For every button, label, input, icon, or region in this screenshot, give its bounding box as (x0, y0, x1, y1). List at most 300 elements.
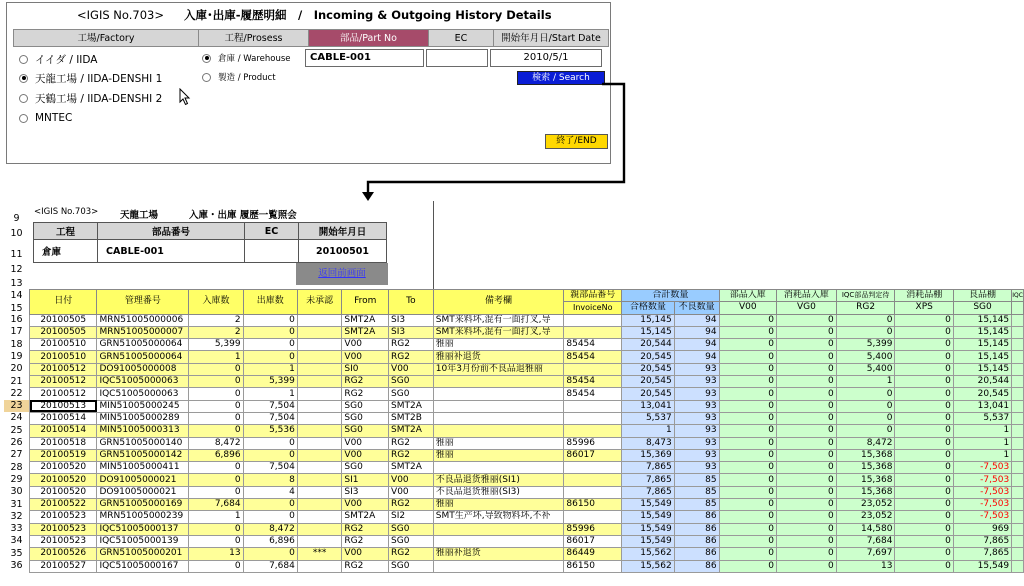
cell-to[interactable]: SG0 (389, 535, 434, 547)
cell-remarks[interactable]: 雅丽 (433, 499, 564, 511)
cell-vg0[interactable]: 0 (777, 437, 837, 449)
ec-input[interactable] (426, 49, 488, 67)
cell-good-qty[interactable]: 20,545 (622, 351, 675, 363)
cell-good-qty[interactable]: 13,041 (622, 400, 675, 412)
cell-date[interactable]: 20100510 (30, 351, 97, 363)
cell-bad-qty[interactable]: 93 (674, 425, 719, 437)
cell-rg2[interactable]: 15,368 (836, 462, 895, 474)
cell-date[interactable]: 20100505 (30, 314, 97, 326)
cell-control-no[interactable]: GRN51005000169 (97, 499, 189, 511)
cell-to[interactable]: RG2 (389, 437, 434, 449)
cell-good-qty[interactable]: 15,549 (622, 511, 675, 523)
cell-good-qty[interactable]: 20,545 (622, 376, 675, 388)
cell-date[interactable]: 20100523 (30, 523, 97, 535)
cell-remarks[interactable]: 不良品退货雅丽(SI3) (433, 486, 564, 498)
cell-good-qty[interactable]: 1 (622, 425, 675, 437)
cell-remarks[interactable]: 雅丽补退货 (433, 548, 564, 560)
cell-from[interactable]: V00 (342, 449, 389, 461)
cell-xps[interactable]: 0 (895, 523, 953, 535)
cell-to[interactable]: SI3 (389, 326, 434, 338)
cell-extra[interactable] (1012, 425, 1024, 437)
cell-rg2[interactable]: 1 (836, 376, 895, 388)
cell-v00[interactable]: 0 (719, 388, 776, 400)
cell-date[interactable]: 20100510 (30, 339, 97, 351)
cell-xps[interactable]: 0 (895, 412, 953, 424)
table-row[interactable] (30, 449, 1024, 461)
cell-extra[interactable] (1012, 363, 1024, 375)
cell-invoice[interactable]: 86150 (564, 499, 622, 511)
factory-radio-mntec[interactable] (19, 110, 72, 126)
cell-in-qty[interactable]: 0 (189, 412, 243, 424)
cell-bad-qty[interactable]: 94 (674, 339, 719, 351)
cell-out-qty[interactable]: 8 (243, 474, 297, 486)
table-row[interactable] (30, 351, 1024, 363)
cell-from[interactable]: RG2 (342, 560, 389, 572)
cell-invoice[interactable] (564, 486, 622, 498)
cell-to[interactable]: RG2 (389, 499, 434, 511)
cell-rg2[interactable]: 0 (836, 425, 895, 437)
factory-radio-iida-denshi-2[interactable] (19, 90, 162, 106)
cell-extra[interactable] (1012, 523, 1024, 535)
cell-out-qty[interactable]: 0 (243, 437, 297, 449)
cell-vg0[interactable]: 0 (777, 511, 837, 523)
cell-bad-qty[interactable]: 85 (674, 499, 719, 511)
cell-good-qty[interactable]: 7,865 (622, 462, 675, 474)
cell-invoice[interactable] (564, 326, 622, 338)
cell-in-qty[interactable]: 0 (189, 462, 243, 474)
cell-v00[interactable]: 0 (719, 412, 776, 424)
cell-bad-qty[interactable]: 94 (674, 326, 719, 338)
cell-good-qty[interactable]: 7,865 (622, 486, 675, 498)
cell-rg2[interactable]: 7,697 (836, 548, 895, 560)
cell-from[interactable]: SI0 (342, 363, 389, 375)
cell-out-qty[interactable]: 7,504 (243, 412, 297, 424)
cell-vg0[interactable]: 0 (777, 400, 837, 412)
cell-to[interactable]: SI3 (389, 314, 434, 326)
table-row[interactable] (30, 474, 1024, 486)
cell-from[interactable]: SI3 (342, 486, 389, 498)
cell-remarks[interactable]: 雅丽 (433, 339, 564, 351)
cell-control-no[interactable]: GRN51005000142 (97, 449, 189, 461)
cell-remarks[interactable] (433, 560, 564, 572)
cell-good-qty[interactable]: 20,545 (622, 388, 675, 400)
cell-date[interactable]: 20100519 (30, 449, 97, 461)
cell-date[interactable]: 20100523 (30, 535, 97, 547)
cell-rg2[interactable]: 23,052 (836, 511, 895, 523)
cell-invoice[interactable]: 85454 (564, 388, 622, 400)
cell-out-qty[interactable]: 1 (243, 388, 297, 400)
cell-unapproved[interactable] (297, 486, 342, 498)
cell-out-qty[interactable]: 0 (243, 314, 297, 326)
cell-v00[interactable]: 0 (719, 400, 776, 412)
cell-vg0[interactable]: 0 (777, 449, 837, 461)
cell-good-qty[interactable]: 15,145 (622, 326, 675, 338)
cell-rg2[interactable]: 14,580 (836, 523, 895, 535)
cell-remarks[interactable]: 雅丽 (433, 449, 564, 461)
cell-good-qty[interactable]: 15,549 (622, 535, 675, 547)
cell-invoice[interactable]: 86449 (564, 548, 622, 560)
cell-date[interactable]: 20100520 (30, 486, 97, 498)
cell-from[interactable]: RG2 (342, 523, 389, 535)
table-row[interactable] (30, 339, 1024, 351)
cell-date[interactable]: 20100512 (30, 388, 97, 400)
cell-remarks[interactable] (433, 425, 564, 437)
cell-in-qty[interactable]: 8,472 (189, 437, 243, 449)
cell-sg0[interactable]: -7,503 (953, 474, 1011, 486)
cell-control-no[interactable]: IQC51005000137 (97, 523, 189, 535)
cell-out-qty[interactable]: 7,504 (243, 400, 297, 412)
cell-date[interactable]: 20100505 (30, 326, 97, 338)
cell-bad-qty[interactable]: 93 (674, 363, 719, 375)
cell-in-qty[interactable]: 1 (189, 351, 243, 363)
cell-vg0[interactable]: 0 (777, 376, 837, 388)
cell-good-qty[interactable]: 8,473 (622, 437, 675, 449)
cell-good-qty[interactable]: 20,545 (622, 363, 675, 375)
cell-sg0[interactable]: 20,545 (953, 388, 1011, 400)
cell-rg2[interactable]: 0 (836, 412, 895, 424)
cell-rg2[interactable]: 0 (836, 400, 895, 412)
cell-vg0[interactable]: 0 (777, 339, 837, 351)
cell-control-no[interactable]: MRN51005000007 (97, 326, 189, 338)
cell-in-qty[interactable]: 0 (189, 474, 243, 486)
cell-unapproved[interactable] (297, 412, 342, 424)
cell-v00[interactable]: 0 (719, 326, 776, 338)
cell-v00[interactable]: 0 (719, 437, 776, 449)
cell-sg0[interactable]: 13,041 (953, 400, 1011, 412)
cell-sg0[interactable]: 15,145 (953, 351, 1011, 363)
cell-unapproved[interactable] (297, 535, 342, 547)
cell-remarks[interactable] (433, 412, 564, 424)
cell-good-qty[interactable]: 20,544 (622, 339, 675, 351)
cell-vg0[interactable]: 0 (777, 412, 837, 424)
cell-control-no[interactable]: IQC51005000063 (97, 376, 189, 388)
cell-xps[interactable]: 0 (895, 535, 953, 547)
cell-sg0[interactable]: 5,537 (953, 412, 1011, 424)
cell-unapproved[interactable] (297, 499, 342, 511)
cell-remarks[interactable] (433, 523, 564, 535)
cell-unapproved[interactable] (297, 449, 342, 461)
cell-control-no[interactable]: IQC51005000167 (97, 560, 189, 572)
cell-vg0[interactable]: 0 (777, 314, 837, 326)
cell-to[interactable]: SMT2A (389, 425, 434, 437)
cell-date[interactable]: 20100522 (30, 499, 97, 511)
cell-in-qty[interactable]: 0 (189, 560, 243, 572)
cell-date[interactable]: 20100512 (30, 363, 97, 375)
cell-to[interactable]: V00 (389, 474, 434, 486)
cell-rg2[interactable]: 0 (836, 388, 895, 400)
cell-control-no[interactable]: DO91005000008 (97, 363, 189, 375)
cell-invoice[interactable]: 85996 (564, 523, 622, 535)
cell-control-no[interactable]: IQC51005000063 (97, 388, 189, 400)
cell-vg0[interactable]: 0 (777, 535, 837, 547)
part-no-input[interactable]: CABLE-001 (305, 49, 424, 67)
cell-bad-qty[interactable]: 86 (674, 511, 719, 523)
cell-v00[interactable]: 0 (719, 486, 776, 498)
cell-control-no[interactable]: MRN51005000006 (97, 314, 189, 326)
cell-date[interactable]: 20100518 (30, 437, 97, 449)
cell-good-qty[interactable]: 5,537 (622, 412, 675, 424)
cell-date[interactable]: 20100513 (30, 400, 97, 412)
cell-unapproved[interactable] (297, 474, 342, 486)
cell-extra[interactable] (1012, 511, 1024, 523)
table-row[interactable] (30, 437, 1024, 449)
cell-invoice[interactable]: 86150 (564, 560, 622, 572)
cell-unapproved[interactable] (297, 326, 342, 338)
cell-invoice[interactable] (564, 474, 622, 486)
cell-v00[interactable]: 0 (719, 560, 776, 572)
cell-remarks[interactable] (433, 400, 564, 412)
cell-xps[interactable]: 0 (895, 486, 953, 498)
cell-sg0[interactable]: 20,544 (953, 376, 1011, 388)
cell-sg0[interactable]: 15,145 (953, 326, 1011, 338)
cell-out-qty[interactable]: 7,504 (243, 462, 297, 474)
cell-invoice[interactable]: 86017 (564, 449, 622, 461)
cell-unapproved[interactable] (297, 400, 342, 412)
cell-sg0[interactable]: 7,865 (953, 535, 1011, 547)
cell-xps[interactable]: 0 (895, 314, 953, 326)
cell-bad-qty[interactable]: 86 (674, 560, 719, 572)
cell-remarks[interactable]: SMT生产坏,导致物料坏,不补 (433, 511, 564, 523)
table-row[interactable] (30, 363, 1024, 375)
cell-v00[interactable]: 0 (719, 339, 776, 351)
cell-bad-qty[interactable]: 93 (674, 449, 719, 461)
cell-unapproved[interactable] (297, 351, 342, 363)
cell-to[interactable]: RG2 (389, 449, 434, 461)
cell-from[interactable]: RG2 (342, 535, 389, 547)
cell-from[interactable]: SI1 (342, 474, 389, 486)
cell-to[interactable]: RG2 (389, 548, 434, 560)
cell-bad-qty[interactable]: 86 (674, 535, 719, 547)
cell-bad-qty[interactable]: 93 (674, 388, 719, 400)
cell-extra[interactable] (1012, 339, 1024, 351)
cell-in-qty[interactable]: 0 (189, 425, 243, 437)
cell-sg0[interactable]: -7,503 (953, 462, 1011, 474)
cell-rg2[interactable]: 23,052 (836, 499, 895, 511)
cell-to[interactable]: SI2 (389, 511, 434, 523)
cell-date[interactable]: 20100514 (30, 412, 97, 424)
table-row[interactable] (30, 486, 1024, 498)
cell-out-qty[interactable]: 0 (243, 548, 297, 560)
cell-extra[interactable] (1012, 400, 1024, 412)
cell-in-qty[interactable]: 13 (189, 548, 243, 560)
cell-in-qty[interactable]: 0 (189, 523, 243, 535)
cell-in-qty[interactable]: 6,896 (189, 449, 243, 461)
cell-remarks[interactable] (433, 535, 564, 547)
cell-v00[interactable]: 0 (719, 462, 776, 474)
cell-xps[interactable]: 0 (895, 388, 953, 400)
cell-vg0[interactable]: 0 (777, 548, 837, 560)
cell-invoice[interactable] (564, 400, 622, 412)
cell-control-no[interactable]: GRN51005000064 (97, 351, 189, 363)
factory-radio-iida[interactable] (19, 51, 97, 67)
cell-good-qty[interactable]: 15,549 (622, 523, 675, 535)
cell-good-qty[interactable]: 7,865 (622, 474, 675, 486)
cell-rg2[interactable]: 13 (836, 560, 895, 572)
cell-remarks[interactable]: 雅丽 (433, 437, 564, 449)
table-row[interactable] (30, 560, 1024, 572)
cell-unapproved[interactable] (297, 376, 342, 388)
cell-extra[interactable] (1012, 449, 1024, 461)
cell-in-qty[interactable]: 7,684 (189, 499, 243, 511)
cell-out-qty[interactable]: 1 (243, 363, 297, 375)
cell-sg0[interactable]: 15,549 (953, 560, 1011, 572)
cell-bad-qty[interactable]: 93 (674, 376, 719, 388)
cell-vg0[interactable]: 0 (777, 560, 837, 572)
cell-extra[interactable] (1012, 499, 1024, 511)
cell-rg2[interactable]: 5,399 (836, 339, 895, 351)
cell-out-qty[interactable]: 6,896 (243, 535, 297, 547)
cell-out-qty[interactable]: 0 (243, 449, 297, 461)
cell-unapproved[interactable] (297, 560, 342, 572)
cell-xps[interactable]: 0 (895, 425, 953, 437)
cell-vg0[interactable]: 0 (777, 326, 837, 338)
cell-out-qty[interactable]: 5,399 (243, 376, 297, 388)
cell-out-qty[interactable]: 7,684 (243, 560, 297, 572)
cell-rg2[interactable]: 15,368 (836, 474, 895, 486)
cell-vg0[interactable]: 0 (777, 425, 837, 437)
cell-invoice[interactable]: 85454 (564, 351, 622, 363)
cell-out-qty[interactable]: 0 (243, 326, 297, 338)
cell-bad-qty[interactable]: 93 (674, 437, 719, 449)
cell-from[interactable]: SMT2A (342, 314, 389, 326)
cell-remarks[interactable]: SMT来料坏,混有一面打叉,导 (433, 326, 564, 338)
cell-from[interactable]: V00 (342, 339, 389, 351)
cell-control-no[interactable]: MIN51005000313 (97, 425, 189, 437)
cell-control-no[interactable]: MIN51005000411 (97, 462, 189, 474)
cell-remarks[interactable] (433, 376, 564, 388)
table-row[interactable] (30, 400, 1024, 412)
cell-to[interactable]: SMT2A (389, 462, 434, 474)
cell-vg0[interactable]: 0 (777, 486, 837, 498)
cell-xps[interactable]: 0 (895, 499, 953, 511)
cell-invoice[interactable] (564, 462, 622, 474)
cell-xps[interactable]: 0 (895, 363, 953, 375)
cell-good-qty[interactable]: 15,562 (622, 560, 675, 572)
cell-from[interactable]: V00 (342, 437, 389, 449)
cell-xps[interactable]: 0 (895, 474, 953, 486)
table-row[interactable] (30, 326, 1024, 338)
cell-unapproved[interactable] (297, 363, 342, 375)
cell-invoice[interactable]: 85996 (564, 437, 622, 449)
cell-good-qty[interactable]: 15,562 (622, 548, 675, 560)
factory-radio-iida-denshi-1[interactable] (19, 70, 162, 86)
cell-in-qty[interactable]: 5,399 (189, 339, 243, 351)
cell-bad-qty[interactable]: 93 (674, 462, 719, 474)
table-row[interactable] (30, 535, 1024, 547)
cell-v00[interactable]: 0 (719, 523, 776, 535)
cell-sg0[interactable]: 1 (953, 437, 1011, 449)
cell-v00[interactable]: 0 (719, 548, 776, 560)
cell-date[interactable]: 20100514 (30, 425, 97, 437)
cell-invoice[interactable] (564, 425, 622, 437)
cell-good-qty[interactable]: 15,549 (622, 499, 675, 511)
cell-xps[interactable]: 0 (895, 462, 953, 474)
cell-out-qty[interactable]: 0 (243, 499, 297, 511)
cell-unapproved[interactable]: *** (297, 548, 342, 560)
cell-bad-qty[interactable]: 94 (674, 314, 719, 326)
cell-bad-qty[interactable]: 93 (674, 412, 719, 424)
cell-from[interactable]: V00 (342, 351, 389, 363)
table-row[interactable] (30, 388, 1024, 400)
cell-to[interactable]: SMT2B (389, 412, 434, 424)
cell-v00[interactable]: 0 (719, 363, 776, 375)
cell-from[interactable]: RG2 (342, 376, 389, 388)
cell-sg0[interactable]: 7,865 (953, 548, 1011, 560)
cell-v00[interactable]: 0 (719, 351, 776, 363)
cell-xps[interactable]: 0 (895, 351, 953, 363)
cell-xps[interactable]: 0 (895, 339, 953, 351)
cell-remarks[interactable]: 雅丽补退货 (433, 351, 564, 363)
cell-to[interactable]: SG0 (389, 388, 434, 400)
cell-out-qty[interactable]: 0 (243, 351, 297, 363)
cell-xps[interactable]: 0 (895, 437, 953, 449)
cell-remarks[interactable] (433, 388, 564, 400)
cell-rg2[interactable]: 0 (836, 314, 895, 326)
cell-xps[interactable]: 0 (895, 326, 953, 338)
cell-v00[interactable]: 0 (719, 499, 776, 511)
cell-sg0[interactable]: 1 (953, 425, 1011, 437)
cell-bad-qty[interactable]: 86 (674, 548, 719, 560)
cell-bad-qty[interactable]: 85 (674, 474, 719, 486)
cell-date[interactable]: 20100520 (30, 474, 97, 486)
cell-remarks[interactable]: 10年3月份前不良品退雅丽 (433, 363, 564, 375)
cell-out-qty[interactable]: 0 (243, 339, 297, 351)
cell-rg2[interactable]: 15,368 (836, 486, 895, 498)
cell-rg2[interactable]: 15,368 (836, 449, 895, 461)
cell-from[interactable]: SG0 (342, 425, 389, 437)
start-date-input[interactable]: 2010/5/1 (490, 49, 602, 67)
cell-to[interactable]: V00 (389, 363, 434, 375)
cell-out-qty[interactable]: 4 (243, 486, 297, 498)
cell-vg0[interactable]: 0 (777, 388, 837, 400)
cell-sg0[interactable]: 15,145 (953, 314, 1011, 326)
cell-in-qty[interactable]: 0 (189, 400, 243, 412)
cell-sg0[interactable]: 15,145 (953, 339, 1011, 351)
cell-vg0[interactable]: 0 (777, 462, 837, 474)
cell-in-qty[interactable]: 0 (189, 535, 243, 547)
cell-v00[interactable]: 0 (719, 314, 776, 326)
cell-control-no[interactable]: MRN51005000239 (97, 511, 189, 523)
cell-from[interactable]: SG0 (342, 462, 389, 474)
cell-extra[interactable] (1012, 560, 1024, 572)
cell-v00[interactable]: 0 (719, 474, 776, 486)
cell-xps[interactable]: 0 (895, 560, 953, 572)
cell-date[interactable]: 20100512 (30, 376, 97, 388)
cell-invoice[interactable]: 86017 (564, 535, 622, 547)
cell-vg0[interactable]: 0 (777, 523, 837, 535)
cell-in-qty[interactable]: 0 (189, 363, 243, 375)
cell-from[interactable]: V00 (342, 548, 389, 560)
cell-extra[interactable] (1012, 376, 1024, 388)
cell-in-qty[interactable]: 0 (189, 388, 243, 400)
cell-unapproved[interactable] (297, 511, 342, 523)
cell-sg0[interactable]: 1 (953, 449, 1011, 461)
cell-in-qty[interactable]: 1 (189, 511, 243, 523)
cell-out-qty[interactable]: 8,472 (243, 523, 297, 535)
cell-from[interactable]: SG0 (342, 412, 389, 424)
cell-vg0[interactable]: 0 (777, 363, 837, 375)
cell-extra[interactable] (1012, 326, 1024, 338)
cell-control-no[interactable]: GRN51005000140 (97, 437, 189, 449)
cell-in-qty[interactable]: 0 (189, 486, 243, 498)
cell-rg2[interactable]: 0 (836, 326, 895, 338)
cell-to[interactable]: SG0 (389, 376, 434, 388)
cell-sg0[interactable]: -7,503 (953, 511, 1011, 523)
cell-good-qty[interactable]: 15,369 (622, 449, 675, 461)
cell-invoice[interactable]: 85454 (564, 376, 622, 388)
cell-unapproved[interactable] (297, 388, 342, 400)
cell-date[interactable]: 20100526 (30, 548, 97, 560)
